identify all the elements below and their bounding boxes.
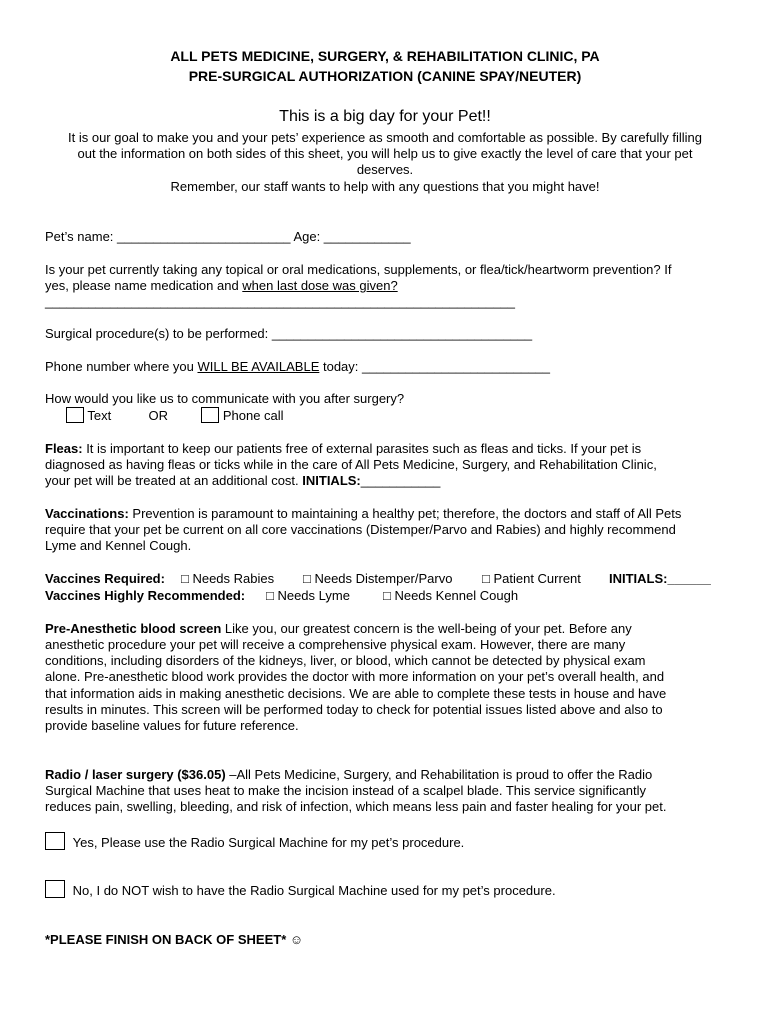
meds-question-prefix: yes, please name medication and — [45, 278, 243, 293]
radio-no-label: No, I do NOT wish to have the Radio Surgical Machine used for my pet’s procedure. — [72, 883, 556, 898]
fleas-initials-field[interactable]: ___________ — [360, 473, 441, 488]
vaccinations-text-1: Prevention is paramount to maintaining a healthy pet; therefore, the doctors and staff of All Pets — [128, 506, 682, 521]
intro-line-1: It is our goal to make you and your pets’ experience as smooth and comfortable as possible. By carefully filling — [68, 130, 702, 145]
blood-screen-line-6: results in minutes. This screen will be performed today to check for potential issues listed above and also to — [45, 702, 663, 717]
fleas-text-3: your pet will be treated at an additional cost. — [45, 473, 303, 488]
phone-available-emphasis: WILL BE AVAILABLE — [197, 359, 320, 374]
vaccinations-heading: Vaccinations: — [45, 506, 129, 521]
radio-no-checkbox[interactable] — [45, 880, 65, 898]
blood-screen-line-1 — [45, 621, 632, 637]
blood-screen-text-1: Like you, our greatest concern is the well-being of your pet. Before any — [221, 621, 632, 636]
phone-prefix: Phone number where you — [45, 359, 198, 374]
vaccines-initials-field[interactable]: INITIALS:______ — [609, 571, 711, 586]
blood-screen-line-2: anesthetic procedure your pet will receive a comprehensive physical exam. However, there are many — [45, 637, 626, 652]
phone-call-checkbox[interactable] — [201, 407, 219, 423]
radio-text-1: –All Pets Medicine, Surgery, and Rehabilitation is proud to offer the Radio — [225, 767, 653, 782]
form-title: PRE-SURGICAL AUTHORIZATION (CANINE SPAY/NEUTER) — [188, 68, 582, 84]
intro-headline: This is a big day for your Pet!! — [279, 108, 491, 125]
radio-line-1 — [45, 767, 652, 783]
blood-screen-line-3: conditions, including disorders of the kidneys, liver, or blood, which cannot be detected by physical exam — [45, 653, 646, 668]
radio-line-2: Surgical Machine that uses heat to make the incision instead of a scalpel blade. This service significantly — [45, 783, 646, 798]
fleas-line-1 — [45, 441, 641, 457]
vaccines-recommended-heading: Vaccines Highly Recommended: — [45, 588, 246, 603]
meds-answer-field[interactable]: _________________________________________________________________ — [45, 294, 515, 309]
pet-name-field[interactable]: Pet’s name: ________________________ — [45, 229, 291, 244]
vaccinations-line-2: require that your pet be current on all core vaccinations (Distemper/Parvo and Rabies) and highly recommend — [45, 522, 676, 537]
meds-question-line-1: Is your pet currently taking any topical or oral medications, supplements, or flea/tick/heartworm prevention? If — [45, 262, 672, 277]
radio-yes-label: Yes, Please use the Radio Surgical Machine for my pet’s procedure. — [72, 835, 465, 850]
needs-lyme-option[interactable]: □ Needs Lyme — [266, 588, 350, 603]
needs-kennel-cough-option[interactable]: □ Needs Kennel Cough — [383, 588, 519, 603]
needs-distemper-option[interactable]: □ Needs Distemper/Parvo — [303, 571, 453, 586]
radio-no-row — [45, 880, 556, 899]
radio-yes-checkbox[interactable] — [45, 832, 65, 850]
or-label: OR — [148, 408, 168, 423]
blood-screen-line-5: that information aids in making anesthetic decisions. We are able to complete these tests in house and have — [45, 686, 667, 701]
text-option-label: Text — [87, 408, 112, 423]
age-field[interactable]: Age: ____________ — [293, 229, 411, 244]
pet-name-age-row — [45, 229, 411, 245]
communicate-question: How would you like us to communicate with you after surgery? — [45, 391, 405, 406]
text-checkbox[interactable] — [66, 407, 84, 423]
fleas-line-2: diagnosed as having fleas or ticks while in the care of All Pets Medicine, Surgery, and Rehabilitation Clinic, — [45, 457, 657, 472]
intro-line-3: deserves. — [356, 162, 414, 177]
fleas-line-3 — [45, 473, 440, 489]
vaccines-recommended-label — [45, 588, 245, 604]
vaccines-required-label — [45, 571, 165, 587]
vaccines-required-heading: Vaccines Required: — [45, 571, 165, 586]
fleas-heading: Fleas: — [45, 441, 83, 456]
blood-screen-line-7: provide baseline values for future reference. — [45, 718, 299, 733]
patient-current-option[interactable]: □ Patient Current — [482, 571, 581, 586]
radio-yes-row — [45, 832, 464, 851]
radio-heading: Radio / laser surgery ($36.05) — [45, 767, 226, 782]
intro-line-4: Remember, our staff wants to help with any questions that you might have! — [170, 179, 600, 194]
blood-screen-line-4: alone. Pre-anesthetic blood work provides the doctor with more information on your pet’s overall health, and — [45, 669, 665, 684]
phone-number-row[interactable] — [45, 359, 550, 375]
fleas-text-1: It is important to keep our patients free of external parasites such as fleas and ticks. If your pet is — [82, 441, 642, 456]
needs-rabies-option[interactable]: □ Needs Rabies — [181, 571, 275, 586]
vaccinations-line-3: Lyme and Kennel Cough. — [45, 538, 192, 553]
phone-call-option-label: Phone call — [222, 408, 284, 423]
clinic-name: ALL PETS MEDICINE, SURGERY, & REHABILITATION CLINIC, PA — [170, 48, 600, 64]
radio-line-3: reduces pain, swelling, bleeding, and risk of infection, which means less pain and faster healing for your pet. — [45, 799, 667, 814]
meds-question-line-2 — [45, 278, 398, 294]
fleas-initials-label: INITIALS: — [302, 473, 361, 488]
meds-question-underlined: when last dose was given? — [242, 278, 398, 293]
finish-on-back-note: *PLEASE FINISH ON BACK OF SHEET* ☺ — [45, 932, 304, 947]
phone-suffix: today: __________________________ — [319, 359, 550, 374]
blood-screen-heading: Pre-Anesthetic blood screen — [45, 621, 222, 636]
communicate-options — [66, 407, 284, 424]
intro-line-2: out the information on both sides of this sheet, you will help us to give exactly the level of care that your pet — [77, 146, 693, 161]
surgical-procedure-field[interactable]: Surgical procedure(s) to be performed: ____________________________________ — [45, 326, 533, 341]
vaccinations-line-1 — [45, 506, 681, 522]
